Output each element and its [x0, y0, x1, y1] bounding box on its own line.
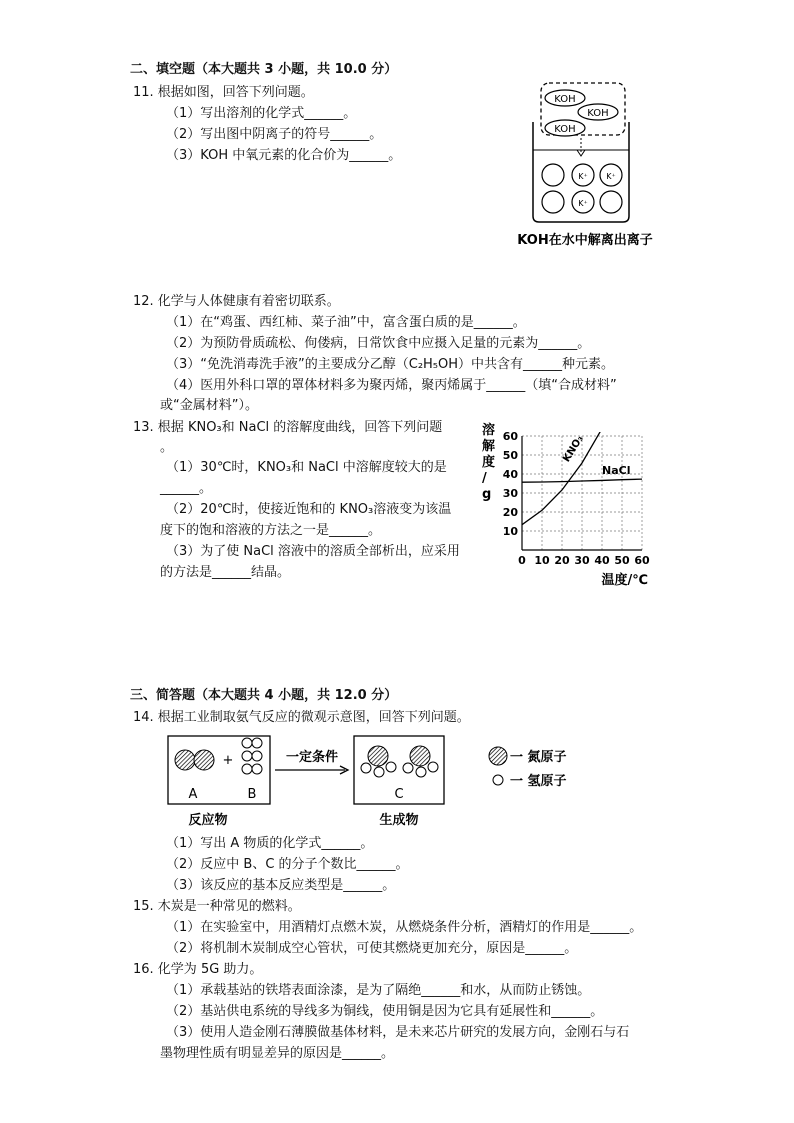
koh-dissociation-figure: [503, 78, 673, 250]
y-tick-label: 20: [502, 506, 518, 519]
q14-item-3: （3）该反应的基本反应类型是______。: [166, 878, 396, 893]
n-atom: [368, 746, 388, 766]
y-tick-label: 60: [502, 430, 518, 443]
x-axis-label: 温度/℃: [601, 573, 648, 588]
y-axis-label: 溶解度/ g: [482, 423, 496, 502]
q12-item-1: （1）在“鸡蛋、西红柿、菜子油”中，富含蛋白质的是______。: [166, 315, 526, 330]
q11-stem: 11. 根据如图，回答下列问题。: [133, 85, 314, 100]
q15-stem: 15. 木炭是一种常见的燃料。: [133, 899, 301, 914]
solubility-chart: [478, 418, 668, 590]
y-tick-label: 10: [502, 525, 518, 538]
q12-item-4: （4）医用外科口罩的罩体材料多为聚丙烯，聚丙烯属于______（填“合成材料”: [166, 378, 617, 393]
reaction-diagram: [160, 732, 600, 832]
y-tick-label: 50: [502, 449, 518, 462]
h-atom: [252, 764, 262, 774]
k-ion-label: K⁺: [606, 172, 616, 181]
x-tick-label: 50: [614, 554, 630, 567]
q11-item-1: （1）写出溶剂的化学式______。: [166, 106, 357, 121]
n-atom: [194, 750, 214, 770]
h-atom: [386, 762, 396, 772]
h-atom: [242, 738, 252, 748]
series-label-nacl: NaCl: [602, 464, 631, 477]
q12-item-4-cont: 或“金属材料”）。: [160, 398, 258, 413]
h-atom: [428, 762, 438, 772]
h-atom: [361, 763, 371, 773]
q13-item-1-cont: ______。: [160, 481, 213, 496]
q13-item-2: （2）20℃时，使接近饱和的 KNO₃溶液变为该温: [166, 502, 452, 517]
q13-stem: 13. 根据 KNO₃和 NaCl 的溶解度曲线，回答下列问题: [133, 420, 443, 435]
label-a: A: [188, 787, 198, 802]
reactants-caption: 反应物: [188, 813, 228, 828]
q13-item-3: （3）为了使 NaCl 溶液中的溶质全部析出，应采用: [166, 544, 460, 559]
plus-sign: +: [222, 753, 234, 768]
q13-item-1: （1）30℃时，KNO₃和 NaCl 中溶解度较大的是: [166, 460, 447, 475]
q12-item-3: （3）“免洗消毒洗手液”的主要成分乙醇（C₂H₅OH）中共含有______种元素。: [166, 357, 615, 372]
q14-stem: 14. 根据工业制取氨气反应的微观示意图，回答下列问题。: [133, 710, 470, 725]
k-ion-label: K⁺: [578, 199, 588, 208]
legend-h-icon: [493, 775, 503, 785]
reaction-condition: 一定条件: [285, 750, 339, 765]
anion-circle: [542, 164, 564, 186]
x-tick-label: 30: [574, 554, 590, 567]
n-atom: [410, 746, 430, 766]
label-b: B: [247, 787, 257, 802]
legend-n-icon: [489, 747, 507, 765]
koh-label: KOH: [554, 124, 576, 135]
q15-item-2: （2）将机制木炭制成空心管状，可使其燃烧更加充分，原因是______。: [166, 941, 578, 956]
q11-item-3: （3）KOH 中氧元素的化合价为______。: [166, 148, 402, 163]
q14-item-2: （2）反应中 B、C 的分子个数比______。: [166, 857, 409, 872]
legend-h-label: 一 氢原子: [510, 774, 567, 789]
q14-item-1: （1）写出 A 物质的化学式______。: [166, 836, 374, 851]
q13-item-2-cont: 度下的饱和溶液的方法之一是______。: [160, 523, 382, 538]
q16-item-1: （1）承载基站的铁塔表面涂漆，是为了隔绝______和水，从而防止锈蚀。: [166, 983, 591, 998]
anion-circle: [600, 191, 622, 213]
q13-item-3-cont: 的方法是______结晶。: [160, 565, 291, 580]
anion-circle: [542, 191, 564, 213]
q16-item-3: （3）使用人造金刚石薄膜做基体材料，是未来芯片研究的发展方向，金刚石与石: [166, 1025, 630, 1040]
k-ion-label: K⁺: [578, 172, 588, 181]
x-tick-label: 0: [518, 554, 526, 567]
chart-grid: [522, 433, 642, 550]
x-tick-label: 60: [634, 554, 650, 567]
label-c: C: [394, 787, 404, 802]
koh-label: KOH: [587, 108, 609, 119]
x-tick-label: 40: [594, 554, 610, 567]
products-caption: 生成物: [379, 813, 419, 828]
section3-heading: 三、简答题（本大题共 4 小题，共 12.0 分）: [130, 688, 398, 703]
h-atom: [416, 767, 426, 777]
h-atom: [252, 738, 262, 748]
q12-stem: 12. 化学与人体健康有着密切联系。: [133, 294, 340, 309]
q12-item-2: （2）为预防骨质疏松、佝偻病，日常饮食中应摄入足量的元素为______。: [166, 336, 591, 351]
series-label-knO3: KNO₃: [561, 433, 586, 465]
h-atom: [403, 763, 413, 773]
y-tick-label: 30: [502, 487, 518, 500]
q16-item-2: （2）基站供电系统的导线多为铜线，使用铜是因为它具有延展性和______。: [166, 1004, 604, 1019]
legend-n-label: 一 氮原子: [510, 750, 567, 765]
q13-stem-cont: 。: [160, 440, 174, 455]
q15-item-1: （1）在实验室中，用酒精灯点燃木炭，从燃烧条件分析，酒精灯的作用是______。: [166, 920, 643, 935]
h-atom: [242, 764, 252, 774]
koh-figure-caption: KOH在水中解离出离子: [517, 233, 653, 248]
q11-item-2: （2）写出图中阴离子的符号______。: [166, 127, 383, 142]
x-tick-label: 10: [534, 554, 550, 567]
section2-heading: 二、填空题（本大题共 3 小题，共 10.0 分）: [130, 62, 398, 77]
q16-stem: 16. 化学为 5G 助力。: [133, 962, 263, 977]
x-tick-label: 20: [554, 554, 570, 567]
n-atom: [175, 750, 195, 770]
q16-item-3-cont: 墨物理性质有明显差异的原因是______。: [160, 1046, 395, 1061]
h-atom: [374, 767, 384, 777]
koh-label: KOH: [554, 94, 576, 105]
y-tick-label: 40: [502, 468, 518, 481]
h-atom: [252, 751, 262, 761]
h-atom: [242, 751, 252, 761]
